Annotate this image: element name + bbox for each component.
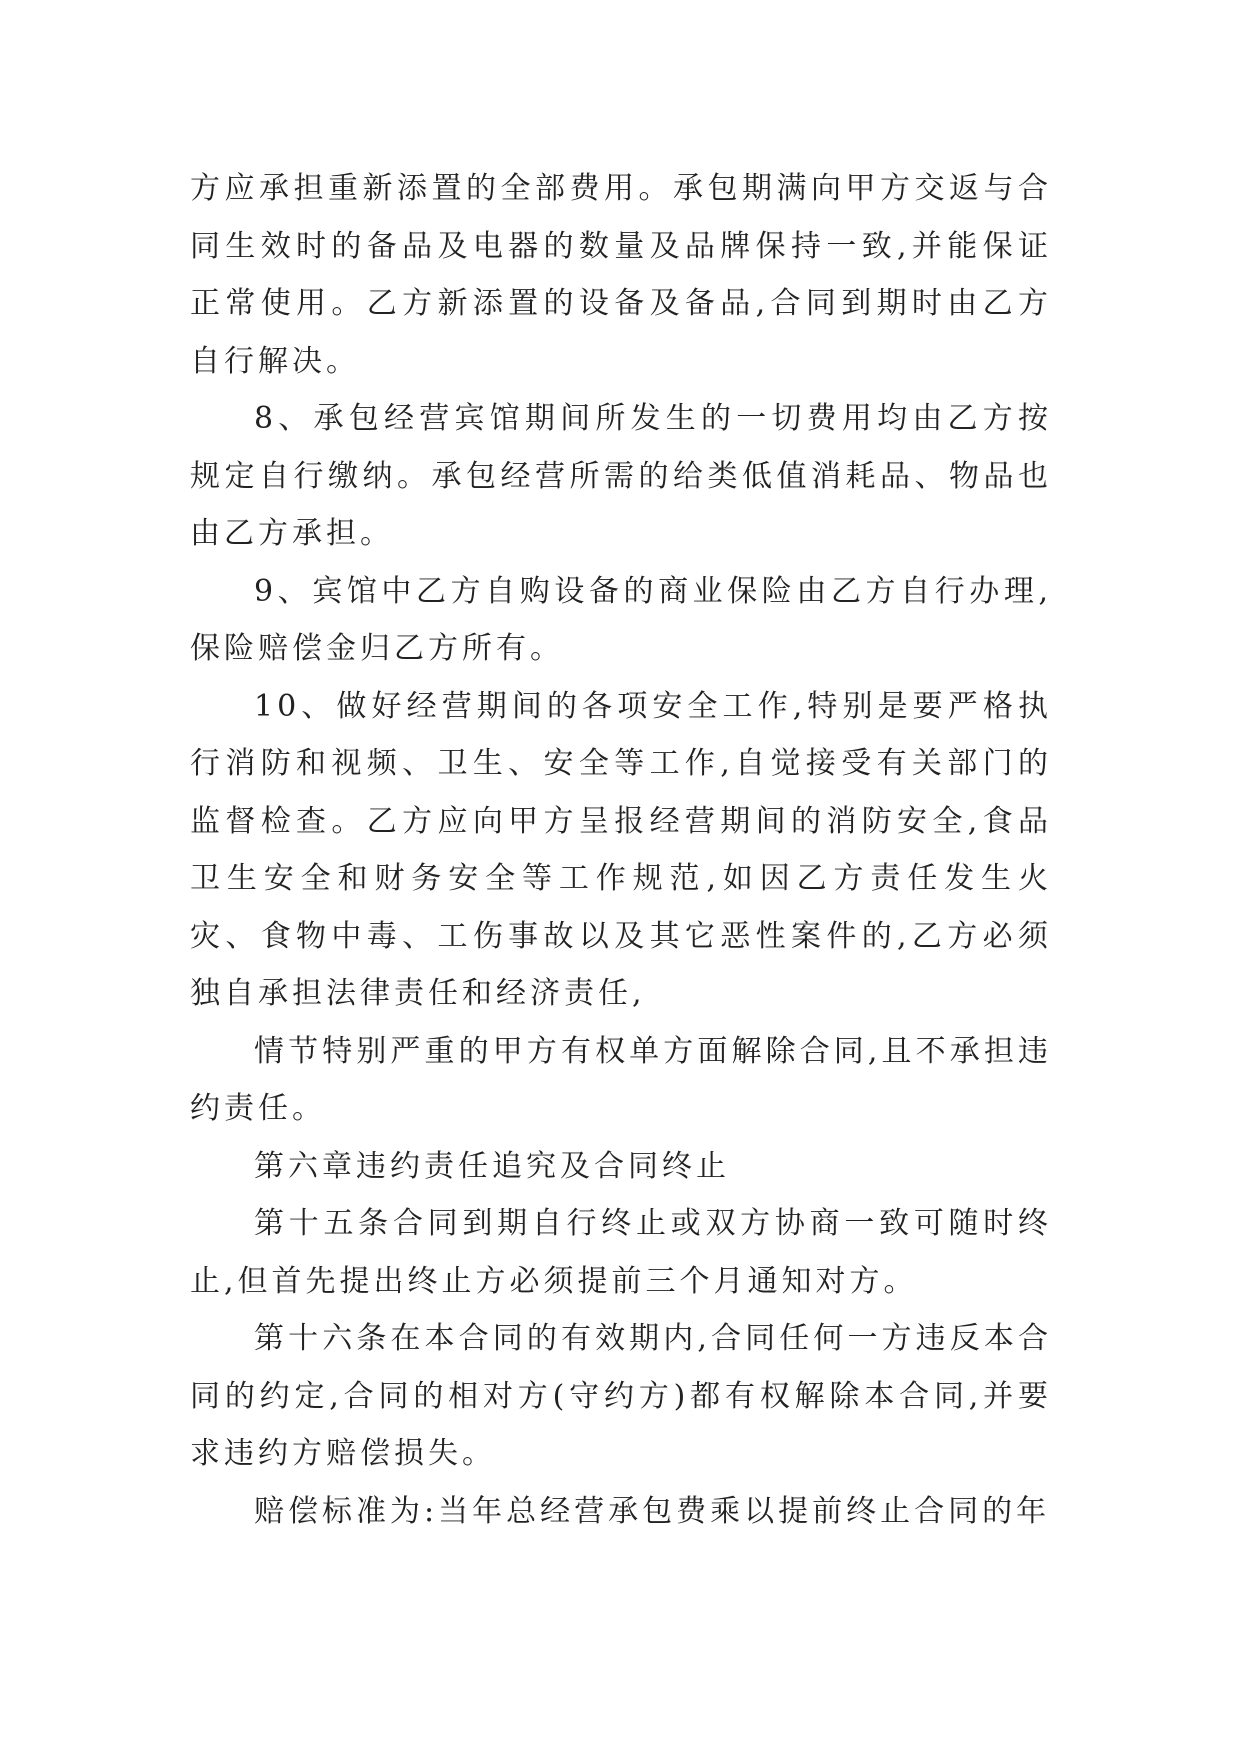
chapter-heading: 第六章违约责任追究及合同终止 xyxy=(254,1148,730,1184)
paragraph-compensation-standard: 赔偿标准为:当年总经营承包费乘以提前终止合同的年 xyxy=(254,1493,1051,1529)
paragraph-equipment-return: 方应承担重新添置的全部费用。承包期满向甲方交返与合同生效时的备品及电器的数量及品牌保持一致,并能保证正常使用。乙方新添置的设备及备品,合同到期时由乙方自行解决。 xyxy=(190,171,1052,379)
paragraph-item-9: 9、宾馆中乙方自购设备的商业保险由乙方自行办理,保险赔偿金归乙方所有。 xyxy=(190,573,1052,666)
paragraph-item-10: 10、做好经营期间的各项安全工作,特别是要严格执行消防和视频、卫生、安全等工作,自觉接受有关部门的监督检查。乙方应向甲方呈报经营期间的消防安全,食品卫生安全和财务安全等工作规范,如因乙方责任发生火灾、食物中毒、工伤事故以及其它恶性案件的,乙方必须独自承担法律责任和经济责任, xyxy=(190,688,1052,1011)
paragraph-item-8: 8、承包经营宾馆期间所发生的一切费用均由乙方按规定自行缴纳。承包经营所需的给类低值消耗品、物品也由乙方承担。 xyxy=(190,401,1052,551)
paragraph-serious-cases: 情节特别严重的甲方有权单方面解除合同,且不承担违约责任。 xyxy=(190,1033,1052,1126)
paragraph-article-15: 第十五条合同到期自行终止或双方协商一致可随时终止,但首先提出终止方必须提前三个月通知对方。 xyxy=(190,1206,1052,1299)
paragraph-article-16: 第十六条在本合同的有效期内,合同任何一方违反本合同的约定,合同的相对方(守约方)都有权解除本合同,并要求违约方赔偿损失。 xyxy=(190,1321,1052,1471)
document-body xyxy=(190,160,1052,1540)
